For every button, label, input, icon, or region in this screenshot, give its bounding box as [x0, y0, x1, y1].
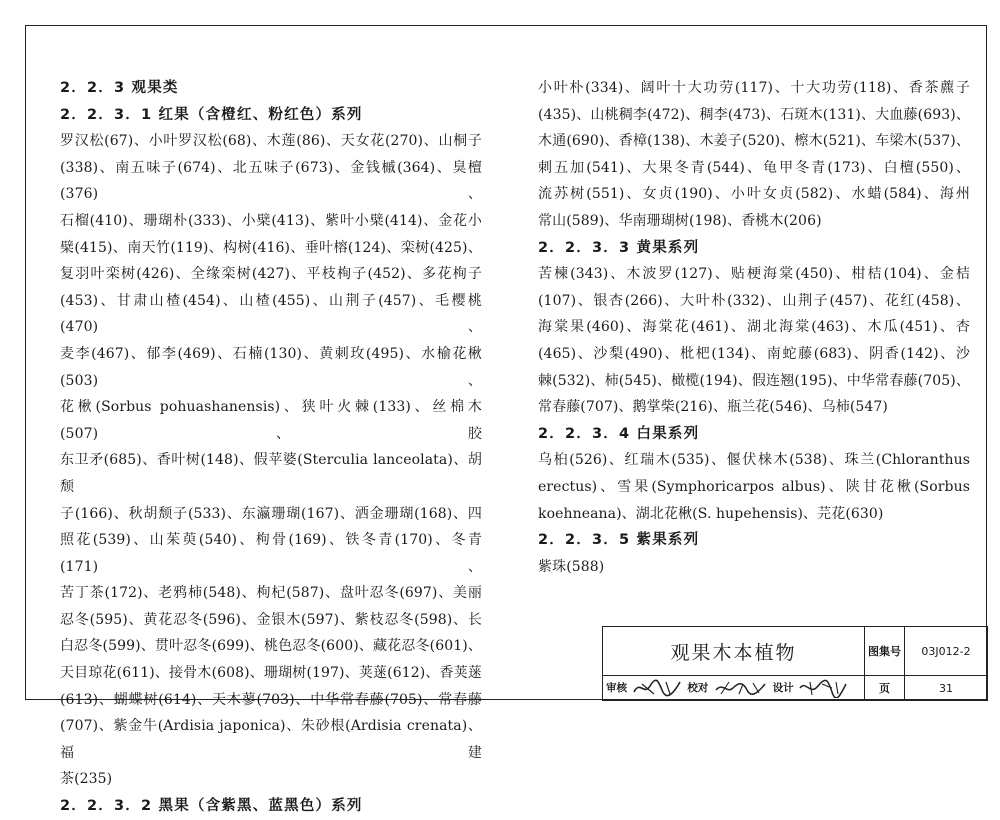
review-signature-icon	[632, 678, 684, 698]
text-line: 花楸(Sorbus pohuashanensis)、狭叶火棘(133)、丝棉木(507)、胶	[60, 399, 482, 442]
check-label: 校对	[687, 682, 709, 694]
title-block	[602, 626, 987, 700]
text-line: 子(166)、秋胡颓子(533)、东瀛珊瑚(167)、洒金珊瑚(168)、四	[60, 505, 482, 522]
drawing-title: 观果木本植物	[603, 627, 865, 676]
text-line: 棘(532)、柿(545)、橄榄(194)、假连翘(195)、中华常春藤(705)、	[538, 372, 970, 389]
text-line: 忍冬(595)、黄花忍冬(596)、金银木(597)、紫枝忍冬(598)、长	[60, 611, 482, 628]
text-line: 白忍冬(599)、贯叶忍冬(699)、桃色忍冬(600)、藏花忍冬(601)、	[60, 638, 482, 655]
text-line: 海棠果(460)、海棠花(461)、湖北海棠(463)、木瓜(451)、杏	[538, 319, 970, 336]
design-signature-icon	[798, 678, 848, 698]
text-line: (338)、南五味子(674)、北五味子(673)、金钱槭(364)、臭檀(376)、	[60, 159, 482, 203]
check-signature-icon	[713, 678, 769, 698]
atlas-number-label: 图集号	[865, 627, 905, 676]
text-line: 复羽叶栾树(426)、全缘栾树(427)、平枝栒子(452)、多花栒子	[60, 266, 482, 283]
text-line: 茶(235)	[60, 771, 113, 788]
text-line: koehneana)、湖北花楸(S. hupehensis)、芫花(630)	[538, 505, 884, 522]
text-line: 常山(589)、华南珊瑚树(198)、香桃木(206)	[538, 212, 822, 229]
page-label: 页	[865, 676, 905, 701]
text-line: (707)、紫金牛(Ardisia japonica)、朱砂根(Ardisia crenata)、福建	[60, 718, 482, 761]
text-line: 麦李(467)、郁李(469)、石楠(130)、黄刺玫(495)、水榆花楸(503)、	[60, 345, 482, 389]
text-line: erectus)、雪果(Symphoricarpos albus)、陕甘花楸(Sorbus	[538, 478, 970, 495]
section-heading: 2．2．3 观果类	[60, 80, 179, 96]
review-label: 审核	[606, 682, 627, 694]
section-heading: 2．2．3．5 紫果系列	[538, 532, 700, 549]
text-line: 小叶朴(334)、阔叶十大功劳(117)、十大功劳(118)、香茶藨子	[538, 80, 970, 96]
text-line: (465)、沙梨(490)、枇杷(134)、南蛇藤(683)、阴香(142)、沙	[538, 345, 970, 362]
text-line: 木通(690)、香樟(138)、木姜子(520)、檫木(521)、车梁木(537)、	[538, 133, 970, 150]
design-label: 设计	[772, 682, 794, 694]
text-line: (453)、甘肃山楂(454)、山楂(455)、山荆子(457)、毛樱桃(470)、	[60, 292, 482, 336]
text-line: 苦丁茶(172)、老鸦柿(548)、枸杞(587)、盘叶忍冬(697)、美丽	[60, 585, 482, 602]
text-line: 刺五加(541)、大果冬青(544)、龟甲冬青(173)、白檀(550)、	[538, 159, 970, 176]
text-line: 乌桕(526)、红瑞木(535)、偃伏梾木(538)、珠兰(Chloranthus	[538, 452, 970, 469]
text-line: 东卫矛(685)、香叶树(148)、假苹婆(Sterculia lanceolata)、胡颓	[60, 452, 482, 495]
text-line: 天目琼花(611)、接骨木(608)、珊瑚树(197)、荚蒾(612)、香荚蒾	[60, 665, 482, 682]
text-line: 罗汉松(67)、小叶罗汉松(68)、木莲(86)、天女花(270)、山桐子	[60, 133, 482, 150]
signature-row	[603, 676, 865, 701]
section-heading: 2．2．3．1 红果（含橙红、粉红色）系列	[60, 106, 363, 123]
text-line: 紫珠(588)	[538, 558, 605, 575]
section-heading: 2．2．3．3 黄果系列	[538, 239, 700, 256]
section-heading: 2．2．3．4 白果系列	[538, 425, 700, 442]
text-line: 流苏树(551)、女贞(190)、小叶女贞(582)、水蜡(584)、海州	[538, 186, 970, 203]
atlas-number: 03J012-2	[905, 627, 988, 676]
text-line: 石榴(410)、珊瑚朴(333)、小檗(413)、紫叶小檗(414)、金花小	[60, 212, 482, 229]
text-line: 苦楝(343)、木波罗(127)、贴梗海棠(450)、柑桔(104)、金桔	[538, 266, 970, 283]
text-line: (107)、银杏(266)、大叶朴(332)、山荆子(457)、花红(458)、	[538, 292, 970, 309]
left-text-column	[60, 75, 482, 820]
right-text-column	[538, 75, 970, 580]
text-line: (435)、山桃稠李(472)、稠李(473)、石斑木(131)、大血藤(693)、	[538, 106, 970, 123]
section-heading: 2．2．3．2 黑果（含紫黑、蓝黑色）系列	[60, 798, 363, 815]
page-number: 31	[905, 676, 988, 701]
text-line: 照花(539)、山茱萸(540)、枸骨(169)、铁冬青(170)、冬青(171)、	[60, 532, 482, 575]
text-line: 檗(415)、南天竹(119)、构树(416)、垂叶榕(124)、栾树(425)、	[60, 239, 482, 256]
text-line: 常春藤(707)、鹅掌柴(216)、瓶兰花(546)、乌柿(547)	[538, 399, 888, 416]
text-line: (613)、蝴蝶树(614)、天木蓼(703)、中华常春藤(705)、常春藤	[60, 691, 482, 708]
